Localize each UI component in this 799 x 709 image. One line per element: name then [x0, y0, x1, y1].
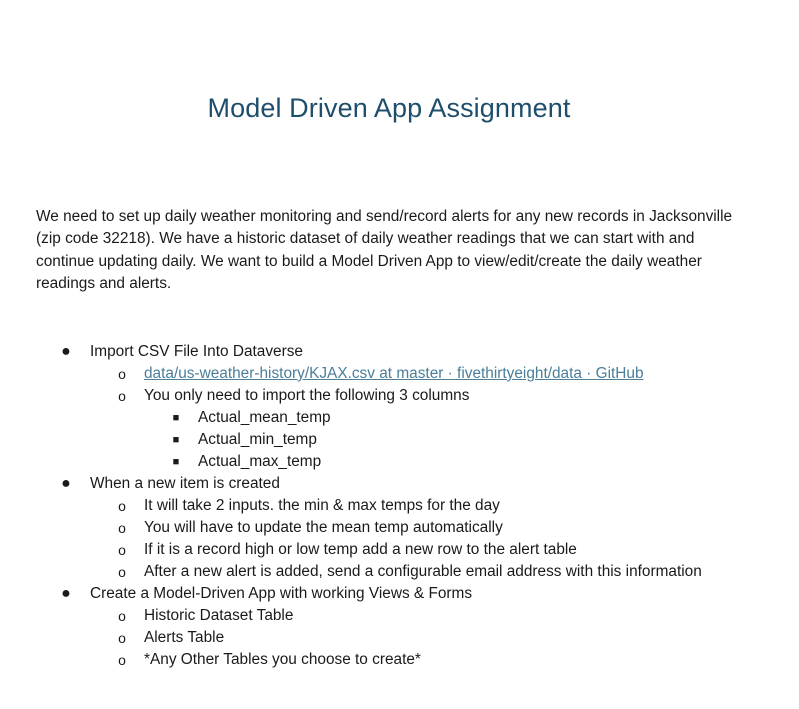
- bullet-marker: o: [118, 388, 126, 404]
- list-item: [0, 341, 799, 363]
- list-item-text: You will have to update the mean temp automatically: [144, 519, 503, 536]
- bullet-marker: ●: [61, 475, 71, 492]
- list-item: [0, 363, 799, 385]
- list-item: [0, 649, 799, 671]
- bullet-marker: ●: [61, 585, 71, 602]
- document-title: Model Driven App Assignment: [207, 93, 571, 123]
- bullet-marker: o: [118, 630, 126, 646]
- list-item: [0, 495, 799, 517]
- bullet-marker: o: [118, 652, 126, 668]
- list-item-text: If it is a record high or low temp add a new row to the alert table: [144, 541, 577, 558]
- list-item: [0, 627, 799, 649]
- list-item: [0, 517, 799, 539]
- list-item: [0, 451, 799, 473]
- list-item: [0, 583, 799, 605]
- bullet-marker: o: [118, 366, 126, 382]
- list-item: [0, 561, 799, 583]
- list-item-text: After a new alert is added, send a configurable email address with this information: [144, 563, 702, 580]
- list-item-text: Import CSV File Into Dataverse: [90, 343, 303, 360]
- bullet-marker: ●: [61, 343, 71, 360]
- list-item-text: *Any Other Tables you choose to create*: [144, 651, 421, 668]
- list-item-text: Actual_min_temp: [198, 431, 317, 448]
- github-csv-link[interactable]: data/us-weather-history/KJAX.csv at master · fivethirtyeight/data · GitHub: [144, 365, 644, 382]
- intro-paragraph: We need to set up daily weather monitoring and send/record alerts for any new records in Jacksonville (zip code 32218). We have a historic dataset of daily weather readings that we can start with and continue updating daily. We want to build a Model Driven App to view/edit/create the daily weather readings and alerts.: [36, 208, 733, 292]
- list-item-text: You only need to import the following 3 columns: [144, 387, 470, 404]
- list-item-text: When a new item is created: [90, 475, 280, 492]
- list-item: [0, 407, 799, 429]
- task-list: [0, 341, 799, 671]
- list-item: [0, 385, 799, 407]
- list-item-text: Actual_max_temp: [198, 453, 322, 470]
- list-item-text: Actual_mean_temp: [198, 409, 331, 426]
- bullet-marker: ■: [172, 434, 180, 446]
- list-item: [0, 429, 799, 451]
- bullet-marker: o: [118, 520, 126, 536]
- list-item-text: It will take 2 inputs. the min & max temps for the day: [144, 497, 500, 514]
- bullet-marker: o: [118, 564, 126, 580]
- list-item-text: Alerts Table: [144, 629, 225, 646]
- list-item: [0, 539, 799, 561]
- bullet-marker: o: [118, 498, 126, 514]
- bullet-marker: ■: [172, 456, 180, 468]
- bullet-marker: o: [118, 542, 126, 558]
- bullet-marker: o: [118, 608, 126, 624]
- bullet-marker: ■: [172, 412, 180, 424]
- list-item-text: Create a Model-Driven App with working Views & Forms: [90, 585, 473, 602]
- list-item: [0, 473, 799, 495]
- list-item: [0, 605, 799, 627]
- list-item-text: Historic Dataset Table: [144, 607, 294, 624]
